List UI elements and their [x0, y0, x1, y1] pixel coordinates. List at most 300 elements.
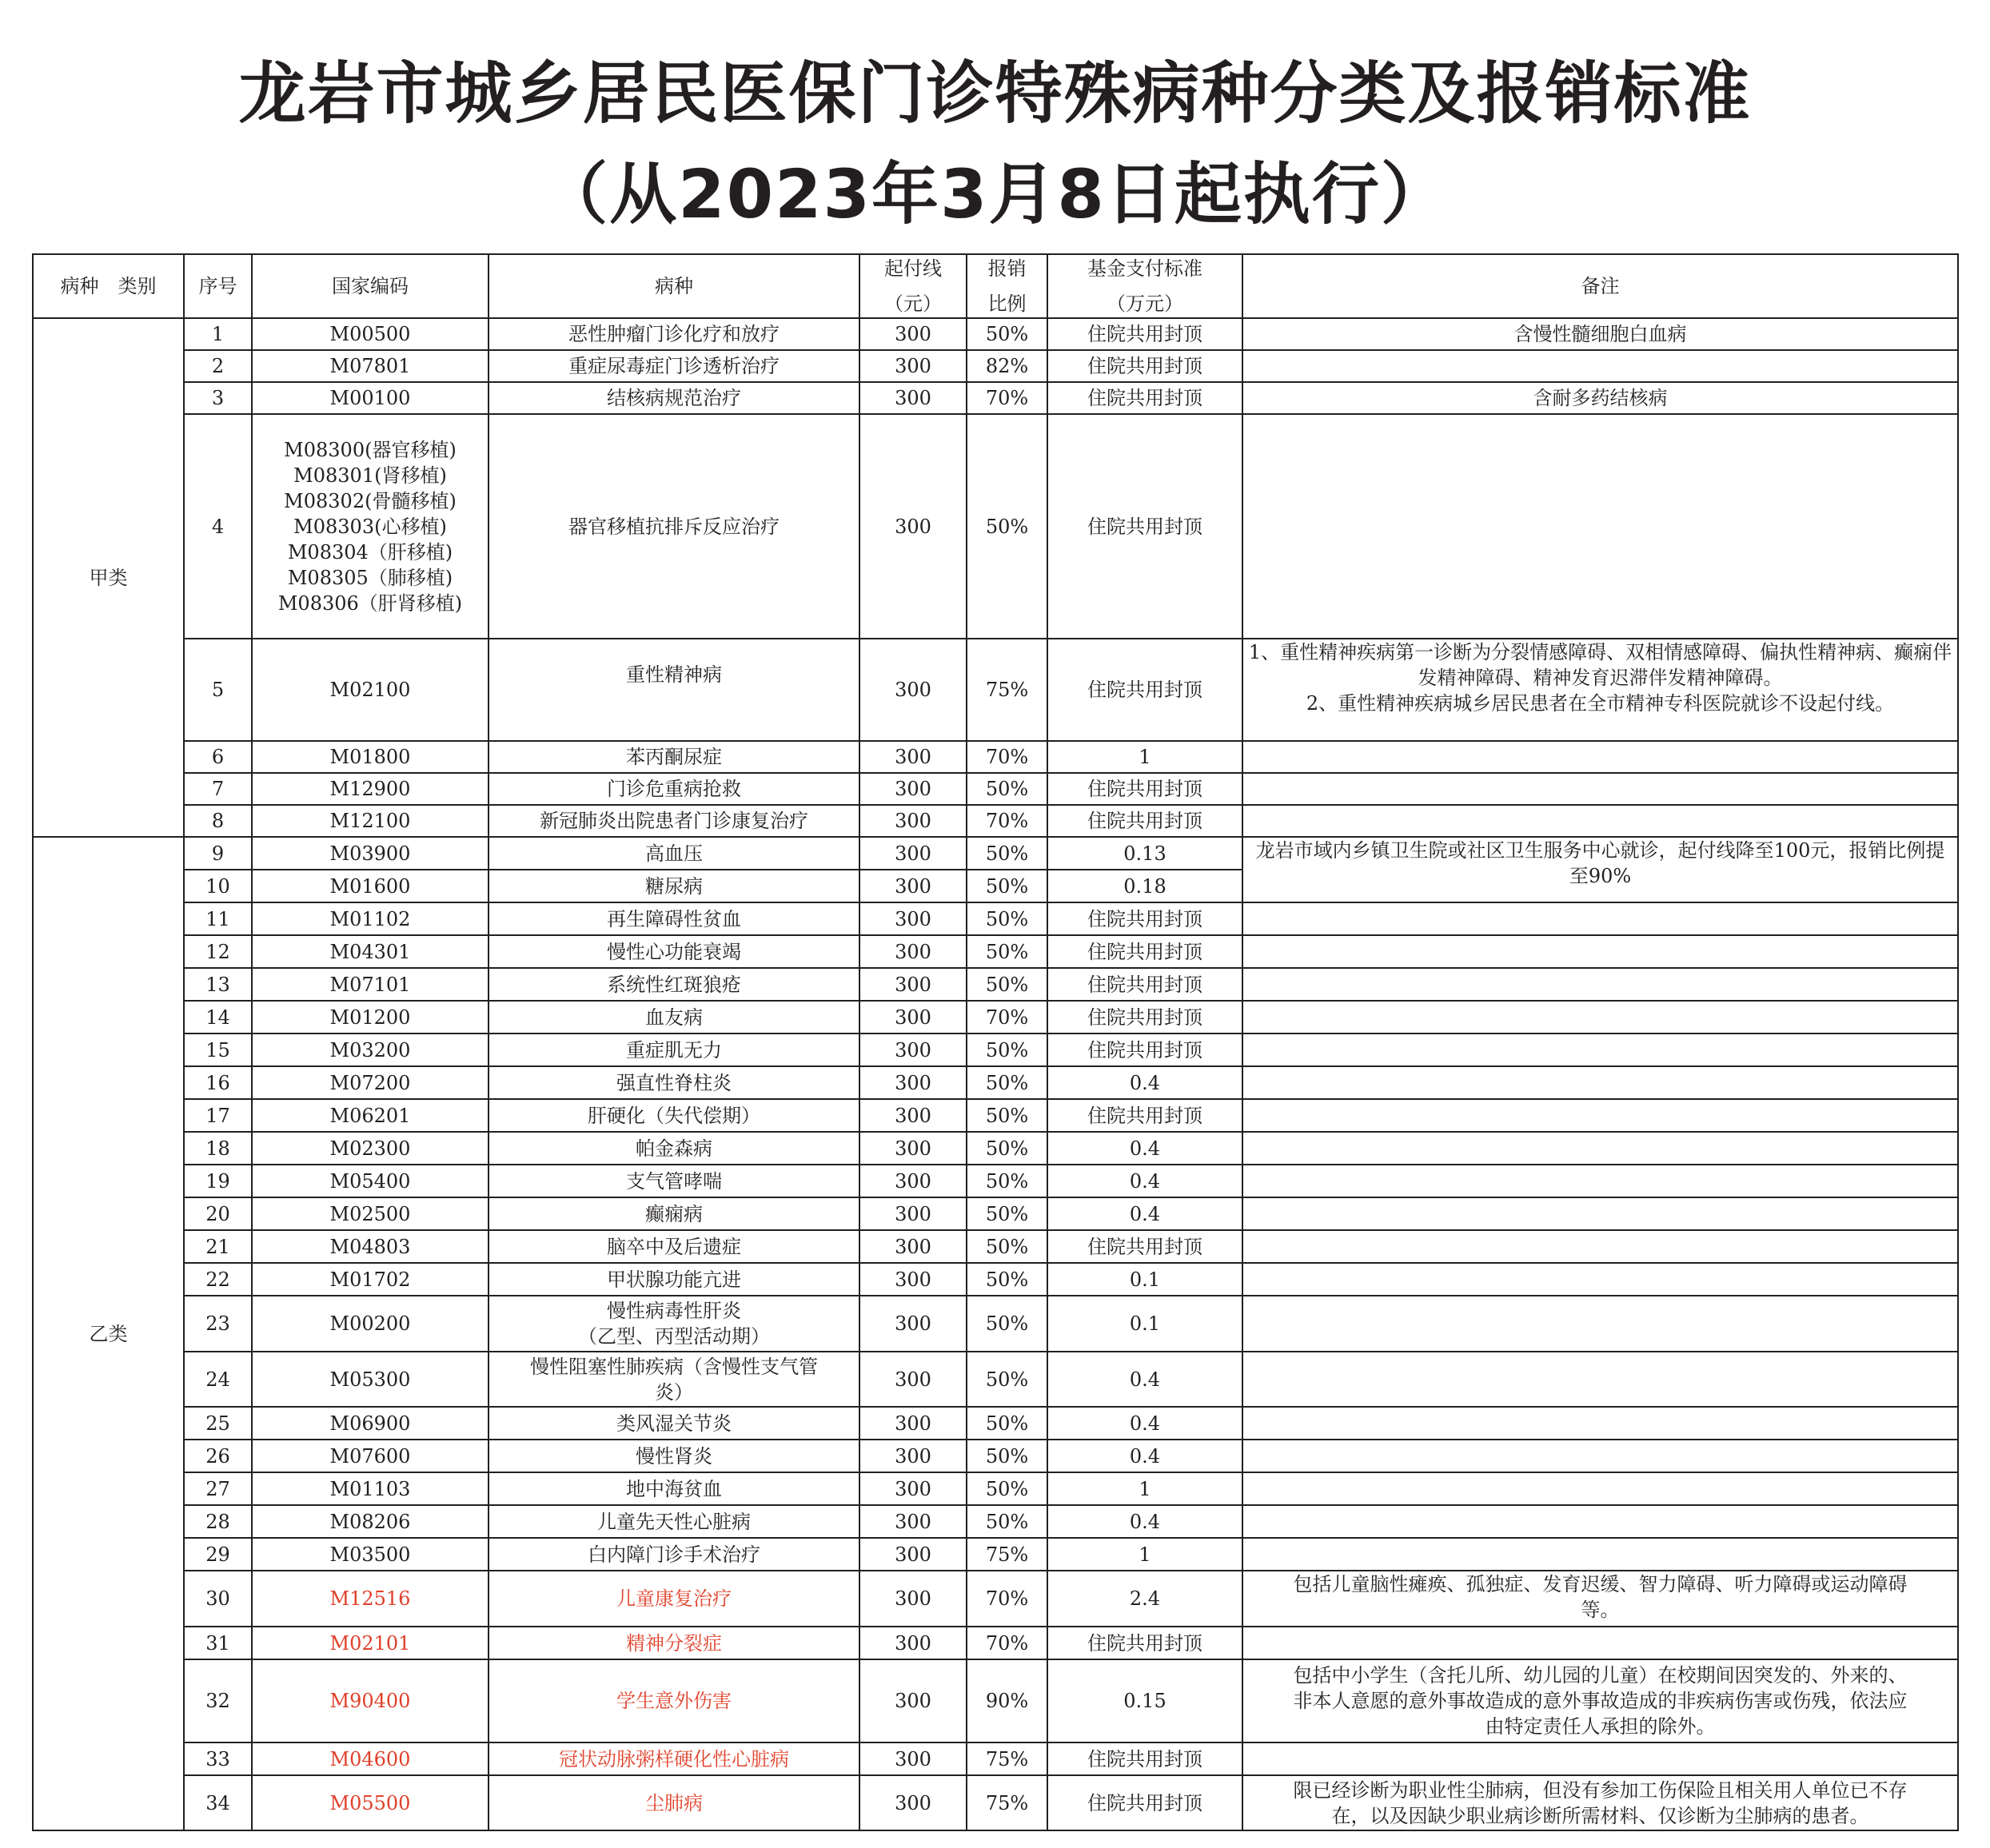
row-fund: 0.15 — [1047, 1659, 1242, 1742]
row-code-list — [252, 414, 489, 639]
row-note — [1242, 1197, 1958, 1230]
row-index: 24 — [184, 1352, 252, 1407]
row-threshold: 300 — [859, 1472, 967, 1505]
row-threshold: 300 — [859, 1775, 967, 1830]
row-disease: 门诊危重病抢救 — [489, 773, 859, 805]
table-row — [33, 1659, 1958, 1742]
table-row — [33, 1066, 1958, 1099]
row-fund: 住院共用封顶 — [1047, 382, 1242, 414]
row-disease: 地中海贫血 — [489, 1472, 859, 1505]
row-code: M08300(器官移植) — [284, 438, 457, 461]
table-row — [33, 935, 1958, 968]
row-index: 12 — [184, 935, 252, 968]
row-ratio: 50% — [967, 968, 1047, 1001]
row-ratio: 75% — [967, 1742, 1047, 1775]
row-index: 10 — [184, 870, 252, 902]
row-fund: 0.18 — [1047, 870, 1242, 902]
table-row — [33, 1263, 1958, 1296]
row-disease: 系统性红斑狼疮 — [489, 968, 859, 1001]
row-index: 16 — [184, 1066, 252, 1099]
row-fund: 0.4 — [1047, 1505, 1242, 1538]
header-code: 国家编码 — [252, 254, 489, 318]
row-index: 15 — [184, 1034, 252, 1066]
row-ratio: 70% — [967, 1571, 1047, 1627]
row-ratio: 82% — [967, 350, 1047, 382]
table-row — [33, 1571, 1958, 1627]
row-ratio: 50% — [967, 935, 1047, 968]
row-disease: 再生障碍性贫血 — [489, 902, 859, 935]
row-code: M08304（肝移植) — [287, 540, 453, 564]
disease-line: 慢性病毒性肝炎 — [607, 1300, 741, 1322]
row-threshold: 300 — [859, 1296, 967, 1352]
row-note — [1242, 968, 1958, 1001]
row-threshold: 300 — [859, 318, 967, 350]
note-line: 1、重性精神疾病第一诊断为分裂情感障碍、双相情感障碍、偏执性精神病、癫痫伴发精神障碍、精神发育迟滞伴发精神障碍。 — [1248, 641, 1952, 689]
row-fund: 0.4 — [1047, 1165, 1242, 1197]
row-code: M04600 — [252, 1742, 489, 1775]
row-ratio: 50% — [967, 414, 1047, 639]
row-fund: 住院共用封顶 — [1047, 1034, 1242, 1066]
row-note — [1242, 1034, 1958, 1066]
row-disease: 白内障门诊手术治疗 — [489, 1538, 859, 1571]
row-threshold: 300 — [859, 1230, 967, 1263]
row-fund: 住院共用封顶 — [1047, 935, 1242, 968]
row-fund: 住院共用封顶 — [1047, 773, 1242, 805]
row-ratio: 50% — [967, 1132, 1047, 1165]
row-code: M08206 — [252, 1505, 489, 1538]
table-row — [33, 1034, 1958, 1066]
row-index: 19 — [184, 1165, 252, 1197]
row-ratio: 50% — [967, 1197, 1047, 1230]
row-threshold: 300 — [859, 1440, 967, 1472]
document-subtitle: （从2023年3月8日起执行） — [540, 155, 1450, 233]
disease-line: （乙型、丙型活动期） — [578, 1325, 770, 1348]
row-ratio: 70% — [967, 805, 1047, 837]
table-row — [33, 1230, 1958, 1263]
row-code: M02300 — [252, 1132, 489, 1165]
row-threshold: 300 — [859, 1659, 967, 1742]
row-threshold: 300 — [859, 414, 967, 639]
row-threshold: 300 — [859, 741, 967, 773]
table-row — [33, 805, 1958, 837]
row-note — [1242, 902, 1958, 935]
header-fund: 基金支付标准 （万元） — [1047, 254, 1242, 318]
row-code: M01600 — [252, 870, 489, 902]
table-row — [33, 318, 1958, 350]
row-disease: 冠状动脉粥样硬化性心脏病 — [489, 1742, 859, 1775]
row-fund: 住院共用封顶 — [1047, 968, 1242, 1001]
row-fund: 0.4 — [1047, 1440, 1242, 1472]
row-fund: 1 — [1047, 1472, 1242, 1505]
row-ratio: 50% — [967, 1066, 1047, 1099]
row-disease: 类风湿关节炎 — [489, 1407, 859, 1440]
row-fund: 0.4 — [1047, 1352, 1242, 1407]
group-label-b: 乙类 — [33, 837, 184, 1830]
row-ratio: 50% — [967, 902, 1047, 935]
row-disease: 尘肺病 — [489, 1775, 859, 1830]
table-row — [33, 1505, 1958, 1538]
row-note — [1242, 1165, 1958, 1197]
row-index: 32 — [184, 1659, 252, 1742]
row-ratio: 50% — [967, 773, 1047, 805]
row-note — [1242, 1505, 1958, 1538]
row-disease: 脑卒中及后遗症 — [489, 1230, 859, 1263]
disease-line: 慢性阻塞性肺疾病（含慢性支气管 — [530, 1355, 818, 1378]
table-row — [33, 1197, 1958, 1230]
row-threshold: 300 — [859, 1263, 967, 1296]
row-code: M05400 — [252, 1165, 489, 1197]
header-row — [33, 254, 1958, 318]
row-threshold: 300 — [859, 1627, 967, 1659]
table-row — [33, 350, 1958, 382]
row-code: M02500 — [252, 1197, 489, 1230]
row-disease: 帕金森病 — [489, 1132, 859, 1165]
row-index: 30 — [184, 1571, 252, 1627]
row-ratio: 70% — [967, 1627, 1047, 1659]
row-index: 26 — [184, 1440, 252, 1472]
row-note — [1242, 1440, 1958, 1472]
row-threshold: 300 — [859, 1538, 967, 1571]
row-code: M08303(心移植) — [293, 515, 447, 538]
row-fund: 0.4 — [1047, 1132, 1242, 1165]
row-note — [1242, 805, 1958, 837]
row-fund: 住院共用封顶 — [1047, 1627, 1242, 1659]
row-threshold: 300 — [859, 870, 967, 902]
row-disease: 精神分裂症 — [489, 1627, 859, 1659]
row-code: M12900 — [252, 773, 489, 805]
row-index: 14 — [184, 1001, 252, 1034]
row-code: M02100 — [252, 639, 489, 741]
row-disease: 甲状腺功能亢进 — [489, 1263, 859, 1296]
row-fund: 住院共用封顶 — [1047, 1099, 1242, 1132]
row-fund: 住院共用封顶 — [1047, 318, 1242, 350]
row-code: M03900 — [252, 837, 489, 870]
row-code: M08301(肾移植) — [293, 464, 447, 487]
row-code: M01702 — [252, 1263, 489, 1296]
row-code: M00500 — [252, 318, 489, 350]
row-code: M01200 — [252, 1001, 489, 1034]
row-note — [1242, 1571, 1958, 1627]
row-index: 28 — [184, 1505, 252, 1538]
row-threshold: 300 — [859, 1407, 967, 1440]
row-index: 25 — [184, 1407, 252, 1440]
table-row — [33, 1627, 1958, 1659]
row-fund: 0.4 — [1047, 1066, 1242, 1099]
row-ratio: 50% — [967, 1099, 1047, 1132]
row-threshold: 300 — [859, 1165, 967, 1197]
row-ratio: 70% — [967, 1001, 1047, 1034]
row-fund: 0.13 — [1047, 837, 1242, 870]
row-ratio: 75% — [967, 639, 1047, 741]
row-ratio: 70% — [967, 741, 1047, 773]
row-fund: 住院共用封顶 — [1047, 902, 1242, 935]
row-ratio: 50% — [967, 870, 1047, 902]
group-label-a: 甲类 — [33, 318, 184, 837]
disease-line: 炎） — [655, 1380, 693, 1404]
table-row — [33, 902, 1958, 935]
row-ratio: 50% — [967, 837, 1047, 870]
row-ratio: 75% — [967, 1775, 1047, 1830]
row-code: M00100 — [252, 382, 489, 414]
row-disease: 学生意外伤害 — [489, 1659, 859, 1742]
row-ratio: 50% — [967, 1296, 1047, 1352]
row-note — [1242, 1538, 1958, 1571]
row-note — [1242, 1775, 1958, 1830]
row-code: M06201 — [252, 1099, 489, 1132]
row-fund: 住院共用封顶 — [1047, 639, 1242, 741]
header-category: 病种 类别 — [33, 254, 184, 318]
row-fund: 0.1 — [1047, 1263, 1242, 1296]
row-code: M02101 — [252, 1627, 489, 1659]
table-row — [33, 1407, 1958, 1440]
row-fund: 2.4 — [1047, 1571, 1242, 1627]
note-line: 包括儿童脑性瘫痪、孤独症、发育迟缓、智力障碍、听力障碍或运动障碍 — [1293, 1573, 1908, 1595]
row-fund: 0.4 — [1047, 1197, 1242, 1230]
table-row — [33, 1352, 1958, 1407]
row-disease: 高血压 — [489, 837, 859, 870]
row-code: M12100 — [252, 805, 489, 837]
row-code: M08302(骨髓移植) — [284, 489, 457, 512]
row-code: M07801 — [252, 350, 489, 382]
note-line: 包括中小学生（含托儿所、幼儿园的儿童）在校期间因突发的、外来的、 — [1293, 1664, 1908, 1687]
note-line: 限已经诊断为职业性尘肺病，但没有参加工伤保险且相关用人单位已不存 — [1293, 1778, 1908, 1802]
row-fund: 住院共用封顶 — [1047, 414, 1242, 639]
row-threshold: 300 — [859, 382, 967, 414]
row-code: M01800 — [252, 741, 489, 773]
row-threshold: 300 — [859, 350, 967, 382]
row-index: 1 — [184, 318, 252, 350]
row-note — [1242, 1407, 1958, 1440]
row-code: M04803 — [252, 1230, 489, 1263]
row-threshold: 300 — [859, 1505, 967, 1538]
row-index: 20 — [184, 1197, 252, 1230]
row-ratio: 50% — [967, 1165, 1047, 1197]
row-index: 33 — [184, 1742, 252, 1775]
row-disease: 儿童康复治疗 — [489, 1571, 859, 1627]
row-threshold: 300 — [859, 1352, 967, 1407]
row-note — [1242, 773, 1958, 805]
row-index: 17 — [184, 1099, 252, 1132]
row-disease: 糖尿病 — [489, 870, 859, 902]
table-row — [33, 1775, 1958, 1830]
table-row — [33, 1099, 1958, 1132]
table-row — [33, 1132, 1958, 1165]
row-disease: 重症肌无力 — [489, 1034, 859, 1066]
row-fund: 住院共用封顶 — [1047, 350, 1242, 382]
row-threshold: 300 — [859, 1066, 967, 1099]
row-disease: 重性精神病 — [489, 639, 859, 741]
row-code: M01102 — [252, 902, 489, 935]
row-index: 21 — [184, 1230, 252, 1263]
row-index: 34 — [184, 1775, 252, 1830]
row-ratio: 50% — [967, 1263, 1047, 1296]
row-disease: 支气管哮喘 — [489, 1165, 859, 1197]
row-code: M90400 — [252, 1659, 489, 1742]
row-threshold: 300 — [859, 1197, 967, 1230]
row-threshold: 300 — [859, 902, 967, 935]
row-note — [1242, 639, 1958, 741]
row-index: 23 — [184, 1296, 252, 1352]
row-note — [1242, 1099, 1958, 1132]
row-threshold: 300 — [859, 639, 967, 741]
row-fund: 住院共用封顶 — [1047, 1742, 1242, 1775]
row-disease: 强直性脊柱炎 — [489, 1066, 859, 1099]
row-fund: 0.1 — [1047, 1296, 1242, 1352]
row-threshold: 300 — [859, 1571, 967, 1627]
row-note — [1242, 1296, 1958, 1352]
row-note — [1242, 1659, 1958, 1742]
row-fund: 住院共用封顶 — [1047, 805, 1242, 837]
row-note — [1242, 1627, 1958, 1659]
row-fund: 住院共用封顶 — [1047, 1775, 1242, 1830]
row-disease: 肝硬化（失代偿期） — [489, 1099, 859, 1132]
table-row — [33, 837, 1958, 870]
header-disease: 病种 — [489, 254, 859, 318]
row-note — [1242, 350, 1958, 382]
table-row — [33, 1296, 1958, 1352]
row-threshold: 300 — [859, 773, 967, 805]
row-ratio: 50% — [967, 1407, 1047, 1440]
row-note — [1242, 1352, 1958, 1407]
row-index: 9 — [184, 837, 252, 870]
row-index: 8 — [184, 805, 252, 837]
row-note — [1242, 1263, 1958, 1296]
row-disease: 慢性肾炎 — [489, 1440, 859, 1472]
row-ratio: 50% — [967, 1352, 1047, 1407]
row-code: M04301 — [252, 935, 489, 968]
row-disease — [489, 1352, 859, 1407]
row-code: M05300 — [252, 1352, 489, 1407]
row-ratio: 50% — [967, 318, 1047, 350]
row-note — [1242, 1230, 1958, 1263]
table-row — [33, 741, 1958, 773]
row-note — [1242, 1001, 1958, 1034]
row-code: M03500 — [252, 1538, 489, 1571]
row-code: M08305（肺移植) — [287, 566, 453, 589]
row-disease: 儿童先天性心脏病 — [489, 1505, 859, 1538]
row-fund: 住院共用封顶 — [1047, 1230, 1242, 1263]
row-fund: 1 — [1047, 741, 1242, 773]
row-index: 31 — [184, 1627, 252, 1659]
row-threshold: 300 — [859, 935, 967, 968]
row-index: 13 — [184, 968, 252, 1001]
row-threshold: 300 — [859, 837, 967, 870]
table-row — [33, 639, 1958, 741]
row-code: M05500 — [252, 1775, 489, 1830]
row-threshold: 300 — [859, 1034, 967, 1066]
row-note: 含慢性髓细胞白血病 — [1242, 318, 1958, 350]
table-row — [33, 1538, 1958, 1571]
header-index: 序号 — [184, 254, 252, 318]
note-line: 2、重性精神疾病城乡居民患者在全市精神专科医院就诊不设起付线。 — [1306, 692, 1895, 715]
row-index: 5 — [184, 639, 252, 741]
row-disease — [489, 1296, 859, 1352]
row-disease: 器官移植抗排斥反应治疗 — [489, 414, 859, 639]
table-row — [33, 773, 1958, 805]
row-threshold: 300 — [859, 1742, 967, 1775]
table-row — [33, 968, 1958, 1001]
row-disease: 恶性肿瘤门诊化疗和放疗 — [489, 318, 859, 350]
row-index: 4 — [184, 414, 252, 639]
row-code: M03200 — [252, 1034, 489, 1066]
table-row — [33, 1472, 1958, 1505]
row-index: 3 — [184, 382, 252, 414]
row-fund: 住院共用封顶 — [1047, 1001, 1242, 1034]
disease-table — [32, 253, 1959, 1831]
row-code: M01103 — [252, 1472, 489, 1505]
header-ratio: 报销 比例 — [967, 254, 1047, 318]
row-index: 2 — [184, 350, 252, 382]
row-index: 29 — [184, 1538, 252, 1571]
row-disease: 血友病 — [489, 1001, 859, 1034]
row-note-shared: 龙岩市域内乡镇卫生院或社区卫生服务中心就诊，起付线降至100元，报销比例提至90% — [1242, 837, 1958, 902]
row-note — [1242, 935, 1958, 968]
row-note — [1242, 414, 1958, 639]
note-line: 等。 — [1581, 1599, 1620, 1621]
table-row — [33, 1165, 1958, 1197]
row-note: 含耐多药结核病 — [1242, 382, 1958, 414]
note-line: 非本人意愿的意外事故造成的意外事故造成的非疾病伤害或伤残，依法应 — [1293, 1690, 1908, 1712]
table-row — [33, 1742, 1958, 1775]
row-index: 18 — [184, 1132, 252, 1165]
row-ratio: 50% — [967, 1440, 1047, 1472]
row-ratio: 70% — [967, 382, 1047, 414]
row-code: M07200 — [252, 1066, 489, 1099]
row-code: M12516 — [252, 1571, 489, 1627]
row-fund: 0.4 — [1047, 1407, 1242, 1440]
row-note — [1242, 1066, 1958, 1099]
row-ratio: 50% — [967, 1505, 1047, 1538]
row-threshold: 300 — [859, 1099, 967, 1132]
table-row — [33, 1440, 1958, 1472]
row-code: M07101 — [252, 968, 489, 1001]
row-disease: 新冠肺炎出院患者门诊康复治疗 — [489, 805, 859, 837]
row-threshold: 300 — [859, 968, 967, 1001]
table-row — [33, 382, 1958, 414]
row-ratio: 75% — [967, 1538, 1047, 1571]
table-row — [33, 414, 1958, 639]
row-ratio: 50% — [967, 1472, 1047, 1505]
row-code: M06900 — [252, 1407, 489, 1440]
row-code: M00200 — [252, 1296, 489, 1352]
table-row — [33, 1001, 1958, 1034]
row-disease: 结核病规范治疗 — [489, 382, 859, 414]
row-index: 22 — [184, 1263, 252, 1296]
row-threshold: 300 — [859, 805, 967, 837]
note-line: 由特定责任人承担的除外。 — [1485, 1715, 1716, 1738]
row-threshold: 300 — [859, 1132, 967, 1165]
row-disease: 癫痫病 — [489, 1197, 859, 1230]
header-note: 备注 — [1242, 254, 1958, 318]
row-index: 6 — [184, 741, 252, 773]
row-code: M07600 — [252, 1440, 489, 1472]
row-disease: 苯丙酮尿症 — [489, 741, 859, 773]
row-index: 11 — [184, 902, 252, 935]
row-ratio: 90% — [967, 1659, 1047, 1742]
row-note — [1242, 1742, 1958, 1775]
row-disease: 重症尿毒症门诊透析治疗 — [489, 350, 859, 382]
note-line: 在，以及因缺少职业病诊断所需材料、仅诊断为尘肺病的患者。 — [1331, 1804, 1869, 1827]
row-fund: 1 — [1047, 1538, 1242, 1571]
row-index: 7 — [184, 773, 252, 805]
row-note — [1242, 741, 1958, 773]
row-note — [1242, 1472, 1958, 1505]
document-title: 龙岩市城乡居民医保门诊特殊病种分类及报销标准 — [238, 54, 1752, 133]
row-disease: 慢性心功能衰竭 — [489, 935, 859, 968]
row-ratio: 50% — [967, 1034, 1047, 1066]
row-code: M08306（肝肾移植) — [277, 591, 463, 615]
row-threshold: 300 — [859, 1001, 967, 1034]
